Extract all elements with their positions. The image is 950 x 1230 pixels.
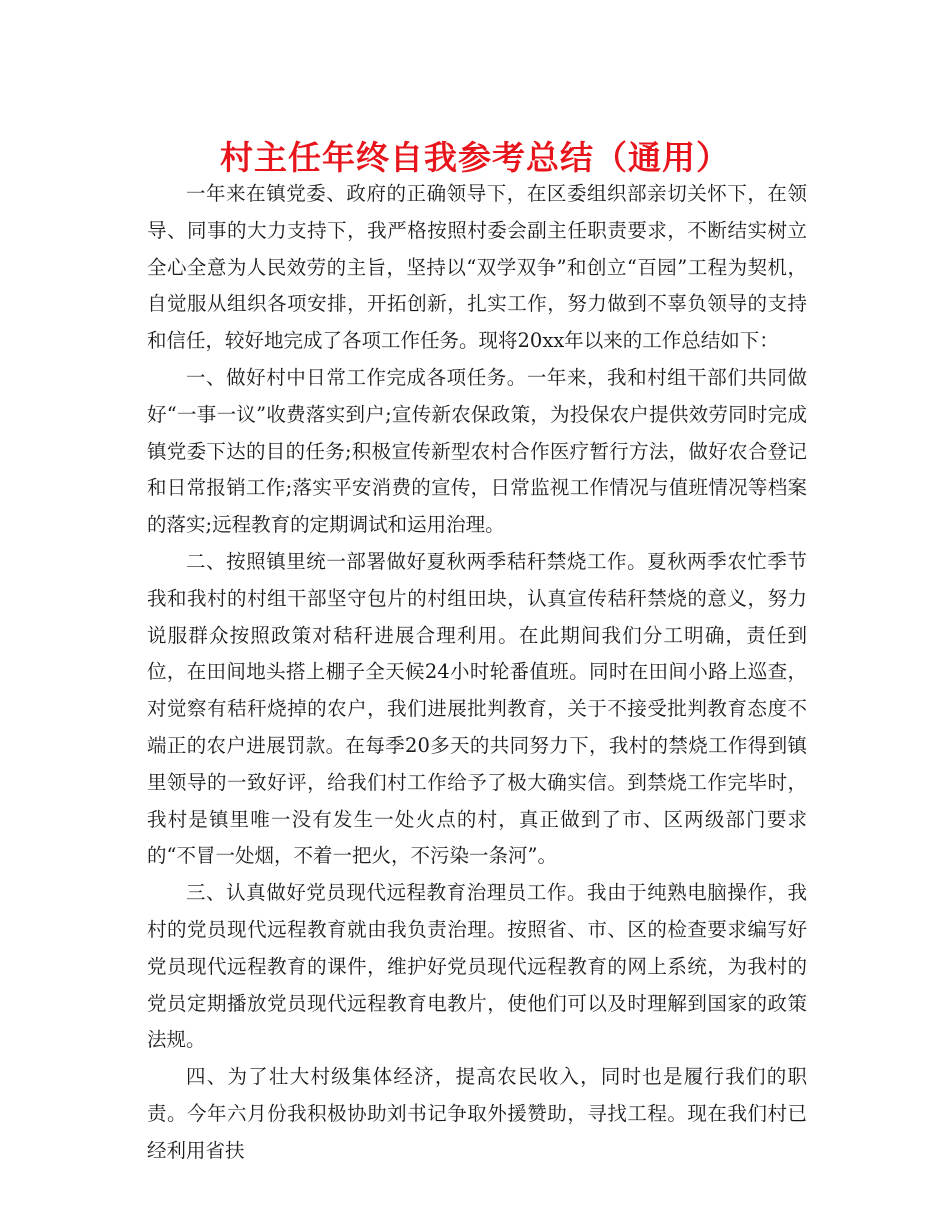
document-body — [147, 176, 807, 1170]
paragraph-intro: 一年来在镇党委、政府的正确领导下，在区委组织部亲切关怀下，在领导、同事的大力支持下，我严格按照村委会副主任职责要求，不断结实树立全心全意为人民效劳的主旨，坚持以“双学双争”和创立“百园”工程为契机，自觉服从组织各项安排，开拓创新，扎实工作，努力做到不辜负领导的支持和信任，较好地完成了各项工作任务。现将20xx年以来的工作总结如下： — [147, 182, 807, 353]
paragraph-section-2: 二、按照镇里统一部署做好夏秋两季秸秆禁烧工作。夏秋两季农忙季节我和我村的村组干部坚守包片的村组田块，认真宣传秸秆禁烧的意义，努力说服群众按照政策对秸秆进展合理利用。在此期间我们分工明确，责任到位，在田间地头搭上棚子全天候24小时轮番值班。同时在田间小路上巡查，对觉察有秸秆烧掉的农户，我们进展批判教育，关于不接受批判教育态度不端正的农户进展罚款。在每季20多天的共同努力下，我村的禁烧工作得到镇里领导的一致好评，给我们村工作给予了极大确实信。到禁烧工作完毕时，我村是镇里唯一没有发生一处火点的村，真正做到了市、区两级部门要求的“不冒一处烟，不着一把火，不污染一条河”。 — [147, 549, 807, 868]
paragraph-section-3: 三、认真做好党员现代远程教育治理员工作。我由于纯熟电脑操作，我村的党员现代远程教育就由我负责治理。按照省、市、区的检查要求编写好党员现代远程教育的课件，维护好党员现代远程教育的网上系统，为我村的党员定期播放党员现代远程教育电教片，使他们可以及时理解到国家的政策法规。 — [147, 881, 807, 1052]
paragraph-section-4: 四、为了壮大村级集体经济，提高农民收入，同时也是履行我们的职责。今年六月份我积极协助刘书记争取外援赞助，寻找工程。现在我们村已经利用省扶 — [147, 1065, 807, 1162]
paragraph-section-1: 一、做好村中日常工作完成各项任务。一年来，我和村组干部们共同做好“一事一议”收费落实到户;宣传新农保政策，为投保农户提供效劳同时完成镇党委下达的目的任务;积极宣传新型农村合作医疗暂行方法，做好农合登记和日常报销工作;落实平安消费的宣传，日常监视工作情况与值班情况等档案的落实;远程教育的定期调试和运用治理。 — [147, 365, 807, 537]
document-title: 村主任年终自我参考总结（通用） — [220, 138, 730, 177]
